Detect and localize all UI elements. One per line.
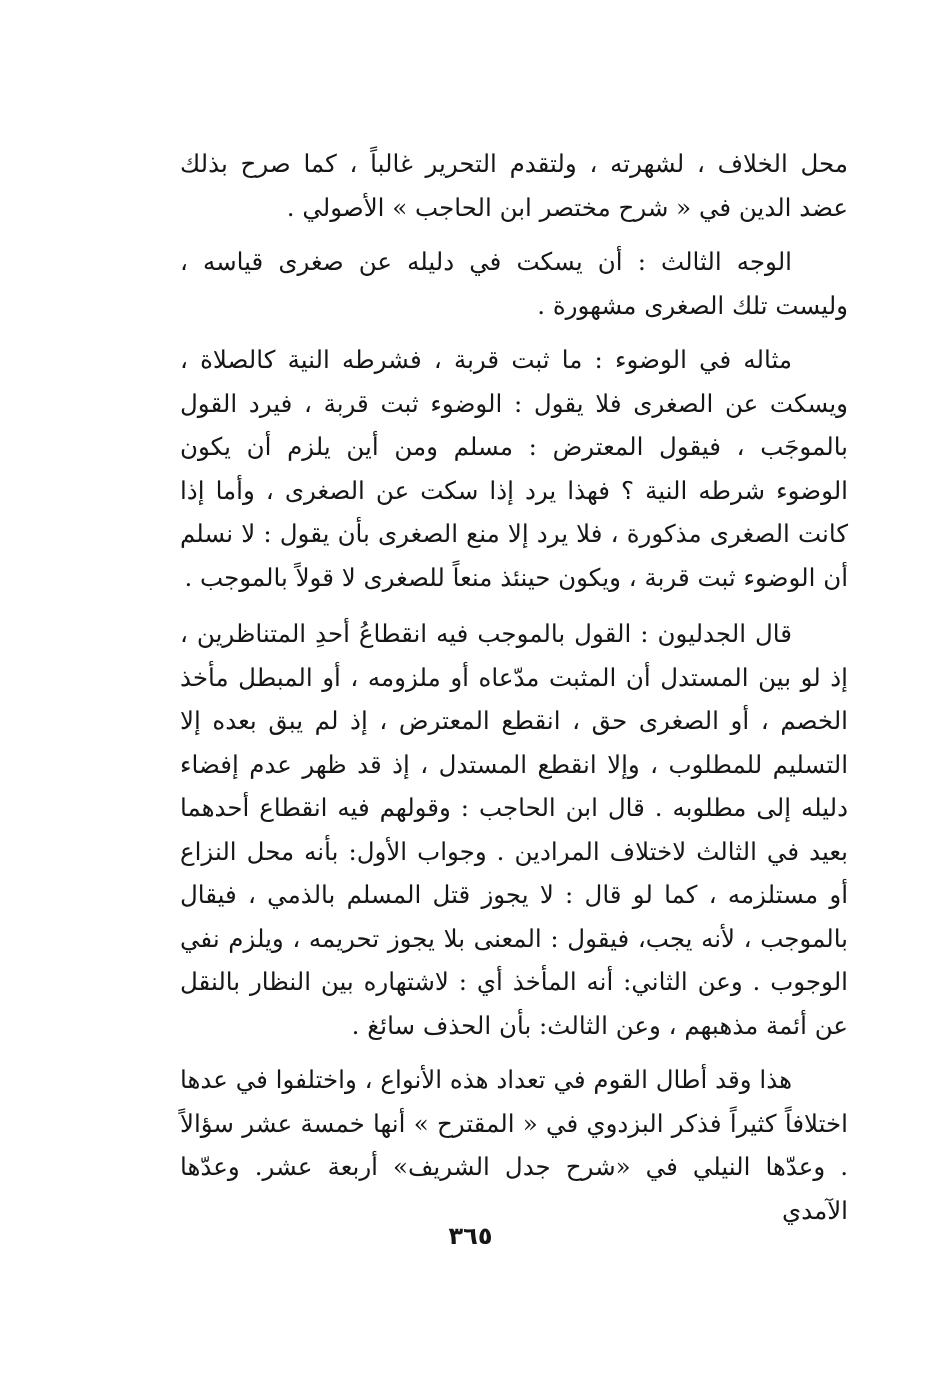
paragraph-text: قال الجدليون : القول بالموجب فيه انقطاعُ أحدِ المتناظرين ، إذ لو بين المستدل أن المثبت مدّعاه أو ملزومه ، أو المبطل مأخذ الخصم ، أو الصغرى حق ، انقطع المعترض ، إذ لم يبق بعده إلا التسليم للمطلوب ، وإلا انقطع المستدل ، إذ قد ظهر عدم إفضاء دليله إلى مطلوبه . قال ابن الحاجب : وقولهم فيه انقطاع أحدهما بعيد في الثالث لاختلاف المرادين . وجواب الأول: بأنه محل النزاع أو مستلزمه ، كما لو قال : لا يجوز قتل المسلم بالذمي ، فيقال بالموجب ، لأنه يجب، فيقول : المعنى بلا يجوز تحريمه ، ويلزم نفي الوجوب . وعن الثاني: أنه المأخذ أي : لاشتهاره بين النظار بالنقل عن أئمة مذهبهم ، وعن الثالث: بأن الحذف سائغ . — [180, 619, 848, 1040]
paragraph-dialecticians — [180, 612, 848, 1047]
paragraph-continuation — [180, 142, 848, 229]
page-number: ٣٦٥ — [448, 1222, 493, 1250]
paragraph-text: الوجه الثالث : أن يسكت في دليله عن صغرى قياسه ، وليست تلك الصغرى مشهورة . — [180, 247, 848, 320]
paragraph-text: هذا وقد أطال القوم في تعداد هذه الأنواع ، واختلفوا في عدها اختلافاً كثيراً فذكر البزدوي في « المقترح » أنها خمسة عشر سؤالاً . وعدّها النيلي في «شرح جدل الشريف» أربعة عشر. وعدّها الآمدي — [180, 1065, 848, 1225]
paragraph-enumeration — [180, 1058, 848, 1232]
paragraph-text: مثاله في الوضوء : ما ثبت قربة ، فشرطه النية كالصلاة ، ويسكت عن الصغرى فلا يقول : الوضوء ثبت قربة ، فيرد القول بالموجَب ، فيقول المعترض : مسلم ومن أين يلزم أن يكون الوضوء شرطه النية ؟ فهذا يرد إذا سكت عن الصغرى ، وأما إذا كانت الصغرى مذكورة ، فلا يرد إلا منع الصغرى بأن يقول : لا نسلم أن الوضوء ثبت قربة ، ويكون حينئذ منعاً للصغرى لا قولاً بالموجب . — [180, 345, 848, 592]
paragraph-ablution-example — [180, 338, 848, 599]
paragraph-text: محل الخلاف ، لشهرته ، ولتقدم التحرير غالباً ، كما صرح بذلك عضد الدين في « شرح مختصر ابن الحاجب » الأصولي . — [180, 149, 848, 222]
paragraph-third-aspect — [180, 240, 848, 327]
